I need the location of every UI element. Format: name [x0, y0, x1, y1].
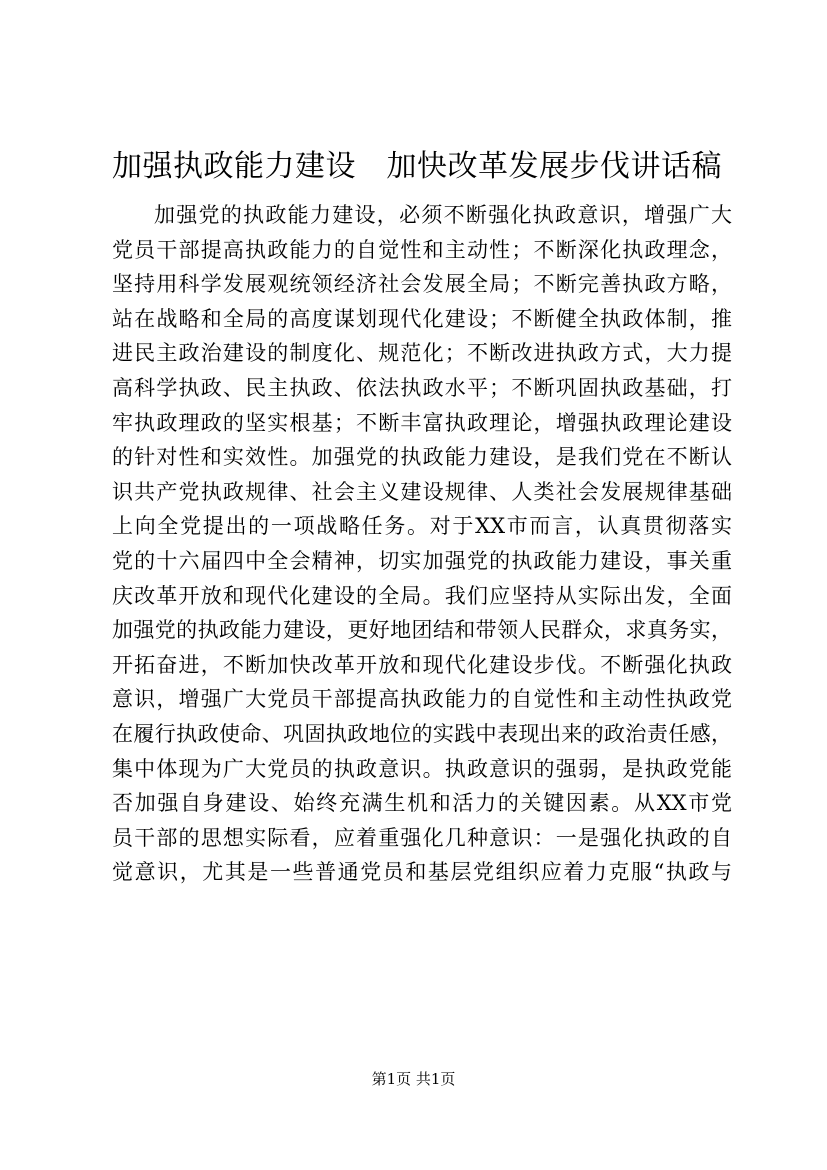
- text-line: 站在战略和全局的高度谋划现代化建设；不断健全执政体制，推: [112, 306, 732, 331]
- text-line: 在履行执政使命、巩固执政地位的实践中表现出来的政治责任感，: [112, 721, 732, 746]
- document-title: 加强执政能力建设 加快改革发展步伐讲话稿: [112, 149, 722, 184]
- body-paragraph: [112, 198, 732, 890]
- text-line: 员干部的思想实际看，应着重强化几种意识：一是强化执政的自: [112, 825, 732, 850]
- text-line: 否加强自身建设、始终充满生机和活力的关键因素。从XX市党: [112, 791, 732, 816]
- text-line: 坚持用科学发展观统领经济社会发展全局；不断完善执政方略，: [112, 272, 732, 297]
- text-line: 的针对性和实效性。加强党的执政能力建设，是我们党在不断认: [112, 445, 732, 470]
- text-line: 开拓奋进，不断加快改革开放和现代化建设步伐。不断强化执政: [112, 652, 732, 677]
- text-line: 党员干部提高执政能力的自觉性和主动性；不断深化执政理念，: [112, 237, 732, 262]
- text-line: 觉意识，尤其是一些普通党员和基层党组织应着力克服“执政与: [112, 860, 732, 885]
- text-line: 进民主政治建设的制度化、规范化；不断改进执政方式，大力提: [112, 341, 732, 366]
- text-line: 牢执政理政的坚实根基；不断丰富执政理论，增强执政理论建设: [112, 410, 732, 435]
- text-line: 识共产党执政规律、社会主义建设规律、人类社会发展规律基础: [112, 479, 732, 504]
- text-line: 庆改革开放和现代化建设的全局。我们应坚持从实际出发，全面: [112, 583, 732, 608]
- text-line: 意识，增强广大党员干部提高执政能力的自觉性和主动性执政党: [112, 687, 732, 712]
- text-line: 上向全党提出的一项战略任务。对于XX市而言，认真贯彻落实: [112, 514, 732, 539]
- page-number-footer: 第1页 共1页: [371, 1070, 456, 1088]
- text-line: 集中体现为广大党员的执政意识。执政意识的强弱，是执政党能: [112, 756, 732, 781]
- text-line: 党的十六届四中全会精神，切实加强党的执政能力建设，事关重: [112, 548, 732, 573]
- text-line: 加强党的执政能力建设，必须不断强化执政意识，增强广大: [154, 203, 732, 227]
- text-line: 高科学执政、民主执政、依法执政水平；不断巩固执政基础，打: [112, 375, 732, 400]
- text-line: 加强党的执政能力建设，更好地团结和带领人民群众，求真务实，: [112, 618, 732, 643]
